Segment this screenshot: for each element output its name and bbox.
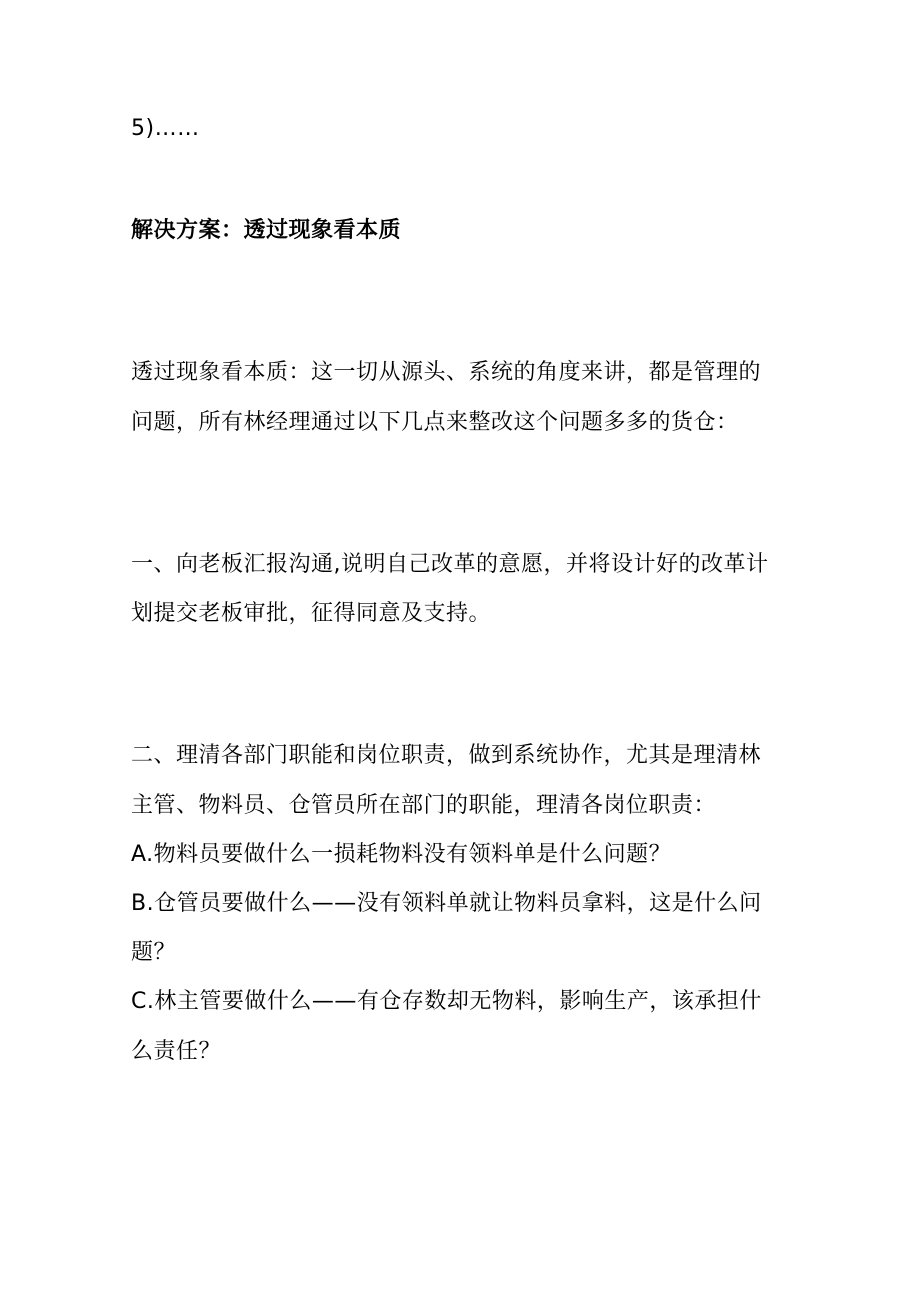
section-heading: 解决方案：透过现象看本质 [131,218,402,243]
sub-item-b-line-2: 题？ [131,940,177,965]
intro-paragraph-line-1: 透过现象看本质：这一切从源头、系统的角度来讲，都是管理的 [131,360,762,385]
list-continuation: 5)…… [131,116,200,141]
point-two-line-2: 主管、物料员、仓管员所在部门的职能，理清各岗位职责： [131,793,717,818]
point-one-line-2: 划提交老板审批，征得同意及支持。 [131,601,492,626]
point-two-line-1: 二、理清各部门职能和岗位职责，做到系统协作，尤其是理清林 [131,743,762,768]
sub-item-c-line-2: 么责任？ [131,1039,222,1064]
sub-item-c-line-1: C.林主管要做什么——有仓存数却无物料，影响生产，该承担什 [131,989,762,1014]
intro-paragraph-line-2: 问题，所有林经理通过以下几点来整改这个问题多多的货仓： [131,410,739,435]
sub-item-b-line-1: B.仓管员要做什么——没有领料单就让物料员拿料，这是什么问 [131,891,762,916]
sub-item-a: A.物料员要做什么一损耗物料没有领料单是什么问题？ [131,842,672,867]
point-one-line-1: 一、向老板汇报沟通,说明自己改革的意愿，并将设计好的改革计 [131,552,769,577]
